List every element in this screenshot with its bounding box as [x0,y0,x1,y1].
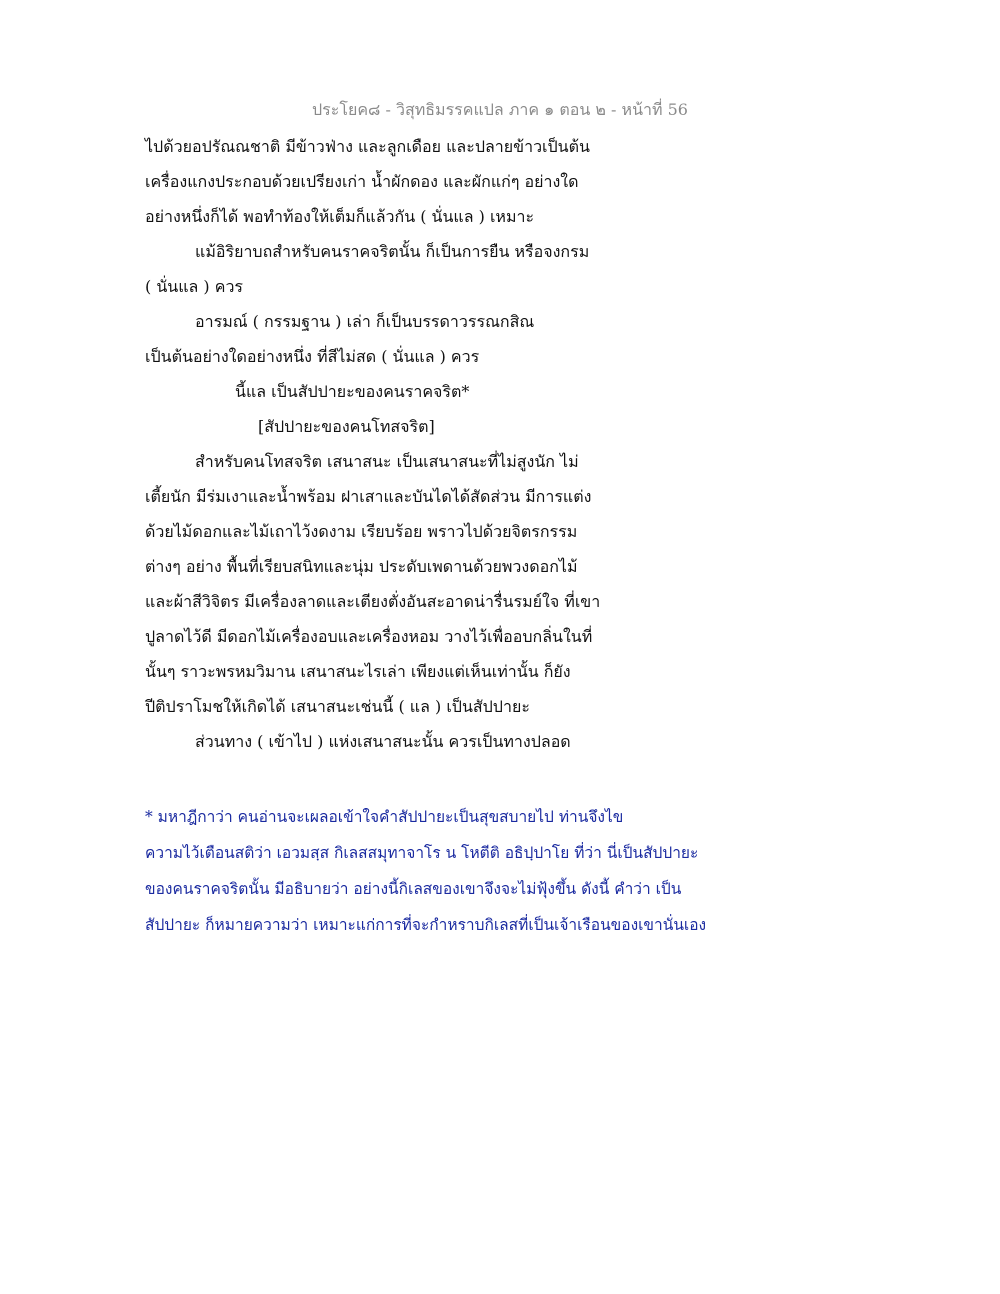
body-line: เตี้ยนัก มีร่มเงาและน้ำพร้อม ฝาเสาและบันไดได้สัดส่วน มีการแต่ง [145,487,592,506]
footnote [145,803,785,947]
body-line: อารมณ์ ( กรรมฐาน ) เล่า ก็เป็นบรรดาวรรณกสิณ [195,312,535,331]
footnote-line: สัปปายะ ก็หมายความว่า เหมาะแก่การที่จะกำหราบกิเลสที่เป็นเจ้าเรือนของเขานั่นเอง [145,916,707,934]
body-line: เป็นต้นอย่างใดอย่างหนึ่ง ที่สีไม่สด ( นั่นแล ) ควร [145,347,480,366]
body-line: นั้นๆ ราวะพรหมวิมาน เสนาสนะไรเล่า เพียงแต่เห็นเท่านั้น ก็ยัง [145,662,571,681]
body-line: ด้วยไม้ดอกและไม้เถาไว้งดงาม เรียบร้อย พราวไปด้วยจิตรกรรม [145,522,578,541]
body-line: ต่างๆ อย่าง พื้นที่เรียบสนิทและนุ่ม ประดับเพดานด้วยพวงดอกไม้ [145,557,578,576]
footnote-line: ของคนราคจริตนั้น มีอธิบายว่า อย่างนี้กิเลสของเขาจึงจะไม่ฟุ้งขึ้น ดังนี้ คำว่า เป็น [145,880,682,898]
body-line: แม้อิริยาบถสำหรับคนราคจริตนั้น ก็เป็นการยืน หรือจงกรม [195,242,590,261]
body-line: ( นั่นแล ) ควร [145,277,244,296]
body-line: และผ้าสีวิจิตร มีเครื่องลาดและเตียงตั่งอันสะอาดน่ารื่นรมย์ใจ ที่เขา [145,592,601,611]
body-line: ปูลาดไว้ดี มีดอกไม้เครื่องอบและเครื่องหอม วางไว้เพื่ออบกลิ่นในที่ [145,627,593,646]
body-line: ปีติปราโมชให้เกิดได้ เสนาสนะเช่นนี้ ( แล ) เป็นสัปปายะ [145,697,530,716]
page-header: ประโยค๘ - วิสุทธิมรรคแปล ภาค ๑ ตอน ๒ - หน้าที่ 56 [312,100,688,119]
footnote-line: * มหาฎีกาว่า คนอ่านจะเผลอเข้าใจคำสัปปายะเป็นสุขสบายไป ท่านจึงไข [145,808,624,826]
body-line: สำหรับคนโทสจริต เสนาสนะ เป็นเสนาสนะที่ไม่สูงนัก ไม่ [195,452,579,471]
body-line: เครื่องแกงประกอบด้วยเปรียงเก่า น้ำผักดอง และผักแก่ๆ อย่างใด [145,172,579,191]
section-closing-line: นี้แล เป็นสัปปายะของคนราคจริต* [235,382,470,401]
body-line: ไปด้วยอปรัณณชาติ มีข้าวฟ่าง และลูกเดือย และปลายข้าวเป็นต้น [145,137,590,156]
section-heading: [สัปปายะของคนโทสจริต] [258,417,435,436]
body-text [145,133,645,763]
body-line: อย่างหนึ่งก็ได้ พอทำท้องให้เต็มก็แล้วกัน ( นั่นแล ) เหมาะ [145,207,535,226]
body-line: ส่วนทาง ( เข้าไป ) แห่งเสนาสนะนั้น ควรเป็นทางปลอด [195,732,571,751]
footnote-line: ความไว้เตือนสติว่า เอวมสฺส กิเลสสมุทาจาโร น โหตีติ อธิปฺปาโย ที่ว่า นี่เป็นสัปปายะ [145,844,699,862]
